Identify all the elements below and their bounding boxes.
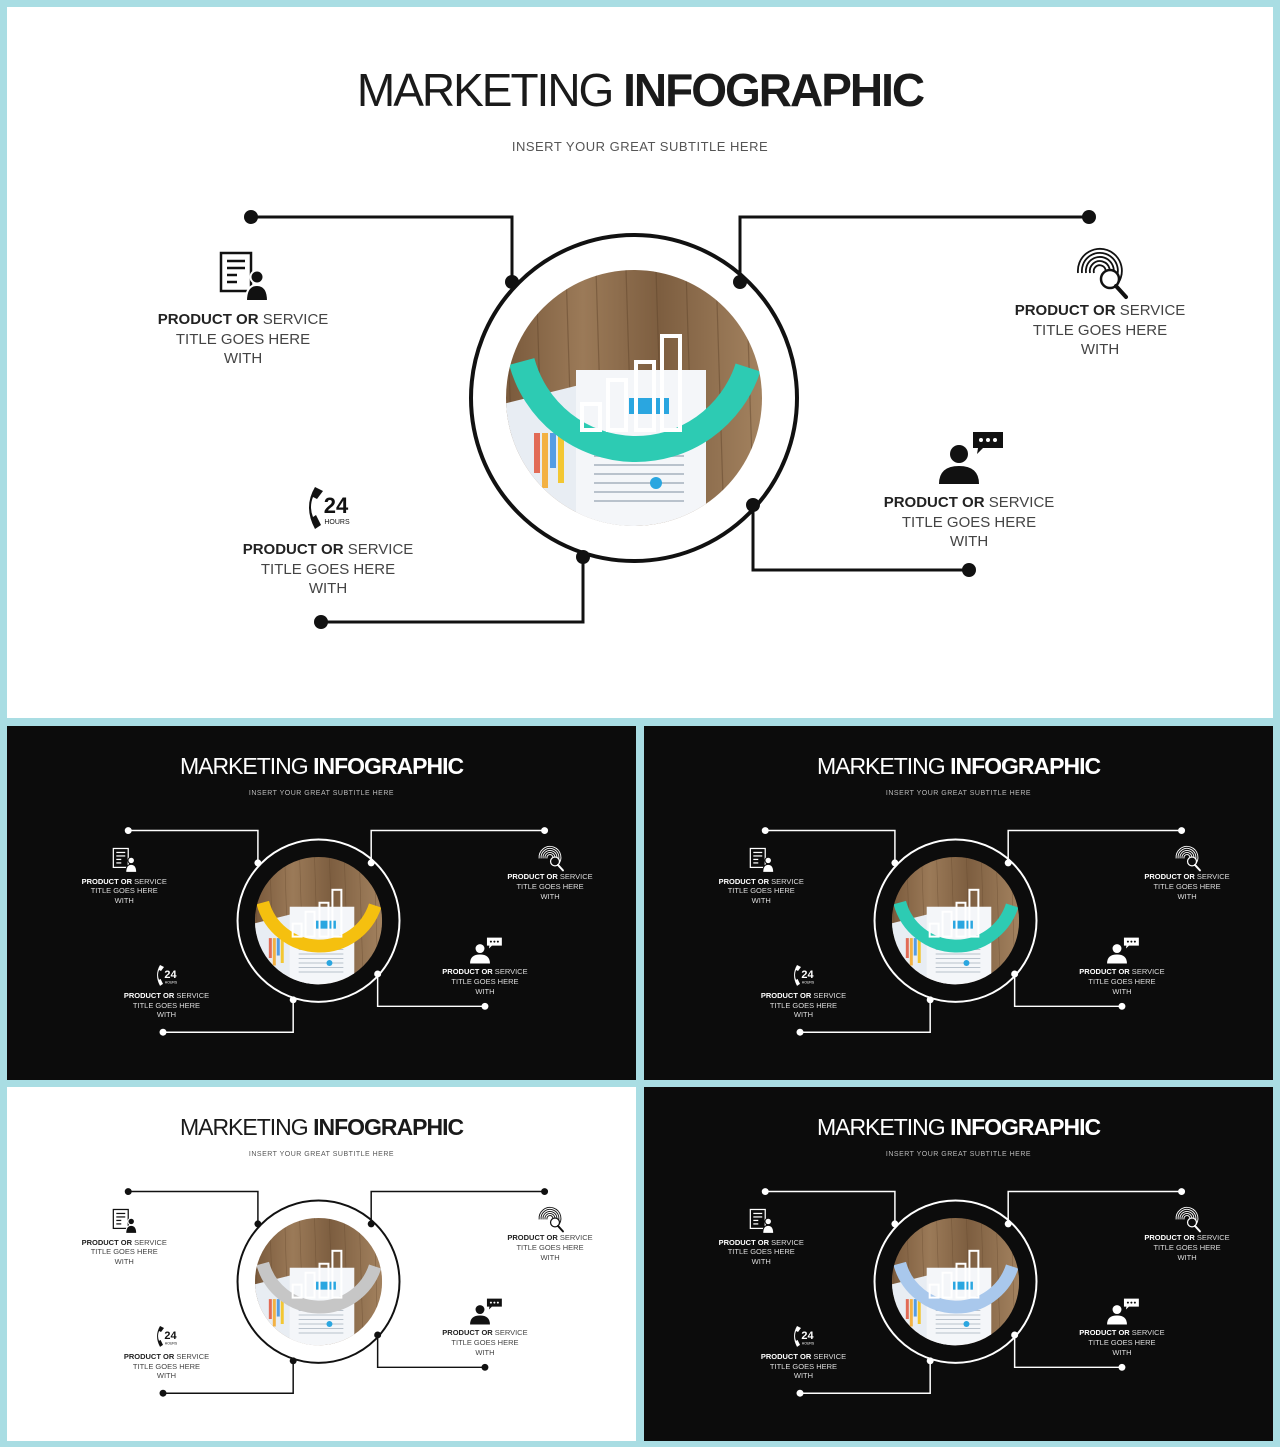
document-user-icon [221, 253, 268, 301]
svg-text:24: 24 [164, 1329, 177, 1342]
item-label-2 [1015, 301, 1186, 360]
title-thin: MARKETING [179, 753, 314, 779]
item-label-rest: SERVICE [174, 990, 210, 1000]
document-user-icon [750, 848, 773, 872]
user-chat-icon [1107, 938, 1139, 964]
item-label-bold: PRODUCT OR [81, 876, 133, 886]
connector-end-dot-4 [1118, 1003, 1125, 1010]
item-label-4 [884, 493, 1055, 552]
slide-title [7, 1114, 636, 1141]
connector-joint-dot-1 [254, 1220, 261, 1227]
connector-end-dot-2 [1178, 1188, 1185, 1195]
item-label-1 [719, 1238, 804, 1267]
item-label-rest: SERVICE [769, 876, 804, 886]
user-chat-icon [470, 938, 502, 964]
item-label-bold: PRODUCT OR [718, 1237, 770, 1247]
svg-text:HOURS: HOURS [801, 1341, 815, 1346]
item-label-rest: SERVICE [1115, 302, 1186, 319]
slide-subtitle: INSERT YOUR GREAT SUBTITLE HERE [248, 790, 395, 797]
item-label-rest: SERVICE [557, 872, 593, 882]
item-label-line2: TITLE GOES HERE [132, 1000, 201, 1010]
item-label-bold: PRODUCT OR [81, 1237, 133, 1247]
item-label-3 [761, 991, 846, 1020]
item-label-bold: PRODUCT OR [1079, 967, 1130, 977]
item-label-bold: PRODUCT OR [1014, 302, 1116, 319]
item-label-line3: WITH [751, 896, 771, 906]
item-label-line2: TITLE GOES HERE [260, 560, 396, 578]
slide-subtitle: INSERT YOUR GREAT SUBTITLE HERE [885, 1151, 1032, 1158]
24-hours-phone-icon [157, 965, 178, 986]
24-hours-phone-icon [309, 487, 350, 529]
item-label-rest: SERVICE [1194, 1233, 1230, 1243]
connector-joint-dot-1 [505, 275, 519, 289]
item-label-bold: PRODUCT OR [760, 1351, 812, 1361]
connector-joint-dot-1 [254, 859, 261, 866]
fingerprint-search-icon [539, 846, 563, 870]
item-label-4 [1079, 967, 1164, 996]
svg-text:HOURS: HOURS [164, 1341, 178, 1346]
svg-text:24: 24 [801, 968, 814, 981]
item-label-1 [82, 877, 167, 906]
connector-end-dot-3 [160, 1029, 167, 1036]
item-label-line3: WITH [1112, 986, 1132, 996]
title-bold: INFOGRAPHIC [950, 753, 1101, 779]
item-label-rest: SERVICE [984, 494, 1055, 511]
item-label-2 [507, 872, 592, 901]
connector-line-2 [371, 1192, 544, 1224]
item-label-bold: PRODUCT OR [442, 1328, 493, 1338]
connector-end-dot-4 [1118, 1364, 1125, 1371]
item-label-line3: WITH [793, 1010, 814, 1020]
item-label-line3: WITH [475, 986, 495, 996]
item-label-line2: TITLE GOES HERE [90, 886, 158, 896]
item-label-2 [1144, 872, 1229, 901]
item-label-1 [82, 1238, 167, 1267]
item-label-line2: TITLE GOES HERE [132, 1361, 201, 1371]
slide-title [644, 1114, 1273, 1141]
slide-dark-yellow[interactable] [7, 726, 636, 1080]
item-label-rest: SERVICE [1129, 967, 1165, 977]
24-hours-phone-icon [794, 965, 815, 986]
connector-joint-dot-2 [1005, 1220, 1012, 1227]
title-thin: MARKETING [816, 753, 951, 779]
svg-text:HOURS: HOURS [801, 980, 815, 985]
fingerprint-search-icon [1078, 249, 1126, 297]
document-user-icon [113, 848, 136, 872]
item-label-bold: PRODUCT OR [760, 990, 812, 1000]
connector-end-dot-2 [1178, 827, 1185, 834]
item-label-line2: TITLE GOES HERE [516, 881, 584, 891]
connector-joint-dot-3 [290, 1357, 297, 1364]
item-label-rest: SERVICE [258, 311, 329, 328]
item-label-line3: WITH [751, 1257, 771, 1267]
item-label-rest: SERVICE [174, 1351, 210, 1361]
connector-end-dot-3 [797, 1390, 804, 1397]
connector-end-dot-2 [541, 1188, 548, 1195]
item-label-rest: SERVICE [132, 1237, 167, 1247]
svg-text:HOURS: HOURS [324, 519, 350, 526]
item-label-bold: PRODUCT OR [123, 1351, 175, 1361]
connector-joint-dot-4 [374, 1331, 381, 1338]
title-bold: INFOGRAPHIC [313, 1114, 464, 1140]
connector-joint-dot-4 [1011, 1331, 1018, 1338]
connector-end-dot-2 [541, 827, 548, 834]
item-label-3 [124, 991, 209, 1020]
item-label-bold: PRODUCT OR [123, 990, 175, 1000]
item-label-bold: PRODUCT OR [883, 494, 985, 511]
item-label-bold: PRODUCT OR [157, 311, 259, 328]
document-user-icon [750, 1209, 773, 1233]
item-label-line3: WITH [1177, 1252, 1197, 1262]
item-label-2 [507, 1233, 592, 1262]
item-label-4 [1079, 1328, 1164, 1357]
connector-end-dot-1 [762, 1188, 769, 1195]
item-label-rest: SERVICE [557, 1233, 593, 1243]
item-label-rest: SERVICE [811, 990, 847, 1000]
item-label-4 [442, 1328, 527, 1357]
connector-joint-dot-3 [576, 550, 590, 564]
item-label-line2: TITLE GOES HERE [516, 1242, 584, 1252]
item-label-line2: TITLE GOES HERE [90, 1247, 158, 1257]
connector-line-2 [740, 217, 1089, 282]
item-label-rest: SERVICE [769, 1237, 804, 1247]
connector-line-1 [128, 831, 258, 863]
item-label-line2: TITLE GOES HERE [727, 886, 795, 896]
item-label-3 [761, 1352, 846, 1381]
connector-end-dot-1 [125, 1188, 132, 1195]
connector-line-2 [371, 831, 544, 863]
connector-end-dot-1 [762, 827, 769, 834]
item-label-rest: SERVICE [132, 876, 167, 886]
item-label-line3: WITH [793, 1371, 814, 1381]
item-label-line2: TITLE GOES HERE [1032, 321, 1168, 339]
slide-title [7, 63, 1273, 117]
user-chat-icon [470, 1299, 502, 1325]
connector-end-dot-1 [125, 827, 132, 834]
item-label-1 [719, 877, 804, 906]
connector-joint-dot-2 [733, 275, 747, 289]
item-label-rest: SERVICE [492, 967, 528, 977]
item-label-bold: PRODUCT OR [718, 876, 770, 886]
slide-dark-teal[interactable] [644, 726, 1273, 1080]
item-label-rest: SERVICE [1129, 1328, 1165, 1338]
fingerprint-search-icon [1176, 1207, 1200, 1231]
user-chat-icon [939, 432, 1003, 484]
connector-joint-dot-4 [746, 498, 760, 512]
item-label-rest: SERVICE [492, 1328, 528, 1338]
item-label-line3: WITH [223, 350, 263, 367]
connector-joint-dot-4 [374, 970, 381, 977]
item-label-line2: TITLE GOES HERE [769, 1000, 838, 1010]
connector-joint-dot-2 [368, 859, 375, 866]
item-label-line3: WITH [475, 1347, 495, 1357]
item-label-line2: TITLE GOES HERE [1153, 1242, 1221, 1252]
item-label-line2: TITLE GOES HERE [175, 330, 311, 348]
connector-line-1 [251, 217, 512, 282]
item-label-line3: WITH [114, 896, 134, 906]
item-label-2 [1144, 1233, 1229, 1262]
connector-end-dot-4 [962, 563, 976, 577]
item-label-line2: TITLE GOES HERE [769, 1361, 838, 1371]
item-label-line2: TITLE GOES HERE [451, 977, 519, 987]
connector-joint-dot-1 [891, 1220, 898, 1227]
24-hours-phone-icon [794, 1326, 815, 1347]
connector-end-dot-3 [160, 1390, 167, 1397]
connector-joint-dot-4 [1011, 970, 1018, 977]
item-label-line3: WITH [949, 533, 989, 550]
connector-joint-dot-3 [290, 996, 297, 1003]
slide-subtitle: INSERT YOUR GREAT SUBTITLE HERE [248, 1151, 395, 1158]
item-label-bold: PRODUCT OR [442, 967, 493, 977]
connector-end-dot-3 [797, 1029, 804, 1036]
svg-text:24: 24 [323, 493, 349, 518]
connector-joint-dot-1 [891, 859, 898, 866]
connector-end-dot-2 [1082, 210, 1096, 224]
connector-end-dot-4 [481, 1003, 488, 1010]
item-label-bold: PRODUCT OR [1079, 1328, 1130, 1338]
item-label-line2: TITLE GOES HERE [1088, 977, 1156, 987]
item-label-line3: WITH [308, 580, 348, 597]
svg-text:HOURS: HOURS [164, 980, 178, 985]
24-hours-phone-icon [157, 1326, 178, 1347]
item-label-rest: SERVICE [343, 541, 414, 558]
title-bold: INFOGRAPHIC [313, 753, 464, 779]
connector-joint-dot-3 [927, 1357, 934, 1364]
fingerprint-search-icon [539, 1207, 563, 1231]
connector-end-dot-4 [481, 1364, 488, 1371]
svg-text:24: 24 [164, 968, 177, 981]
item-label-3 [243, 540, 414, 599]
title-thin: MARKETING [179, 1114, 314, 1140]
title-thin: MARKETING [356, 64, 624, 116]
connector-line-1 [765, 1192, 895, 1224]
title-bold: INFOGRAPHIC [623, 64, 924, 116]
connector-end-dot-3 [314, 615, 328, 629]
title-bold: INFOGRAPHIC [950, 1114, 1101, 1140]
item-label-line3: WITH [1080, 341, 1120, 358]
user-chat-icon [1107, 1299, 1139, 1325]
slide-title [644, 753, 1273, 780]
item-label-line2: TITLE GOES HERE [901, 513, 1037, 531]
title-thin: MARKETING [816, 1114, 951, 1140]
item-label-line3: WITH [114, 1257, 134, 1267]
item-label-line2: TITLE GOES HERE [451, 1338, 519, 1348]
connector-line-1 [128, 1192, 258, 1224]
item-label-rest: SERVICE [811, 1351, 847, 1361]
item-label-bold: PRODUCT OR [1144, 872, 1195, 882]
item-label-line3: WITH [540, 891, 560, 901]
connector-end-dot-1 [244, 210, 258, 224]
item-label-rest: SERVICE [1194, 872, 1230, 882]
item-label-bold: PRODUCT OR [507, 1233, 558, 1243]
slide-main-light-teal[interactable] [7, 7, 1273, 718]
connector-joint-dot-2 [368, 1220, 375, 1227]
slide-subtitle: INSERT YOUR GREAT SUBTITLE HERE [511, 139, 769, 154]
svg-text:24: 24 [801, 1329, 814, 1342]
item-label-4 [442, 967, 527, 996]
item-label-line3: WITH [156, 1371, 177, 1381]
item-label-line3: WITH [540, 1252, 560, 1262]
item-label-line3: WITH [156, 1010, 177, 1020]
connector-line-1 [765, 831, 895, 863]
item-label-line2: TITLE GOES HERE [1088, 1338, 1156, 1348]
item-label-line3: WITH [1112, 1347, 1132, 1357]
connector-line-2 [1008, 1192, 1181, 1224]
connector-line-2 [1008, 831, 1181, 863]
item-label-line3: WITH [1177, 891, 1197, 901]
connector-joint-dot-3 [927, 996, 934, 1003]
item-label-bold: PRODUCT OR [1144, 1233, 1195, 1243]
slide-dark-blue[interactable] [644, 1087, 1273, 1441]
slide-title [7, 753, 636, 780]
item-label-1 [158, 310, 329, 369]
connector-joint-dot-2 [1005, 859, 1012, 866]
fingerprint-search-icon [1176, 846, 1200, 870]
item-label-line2: TITLE GOES HERE [727, 1247, 795, 1257]
item-label-line2: TITLE GOES HERE [1153, 881, 1221, 891]
slide-subtitle: INSERT YOUR GREAT SUBTITLE HERE [885, 790, 1032, 797]
item-label-bold: PRODUCT OR [242, 541, 344, 558]
item-label-bold: PRODUCT OR [507, 872, 558, 882]
slide-light-gray[interactable] [7, 1087, 636, 1441]
document-user-icon [113, 1209, 136, 1233]
item-label-3 [124, 1352, 209, 1381]
